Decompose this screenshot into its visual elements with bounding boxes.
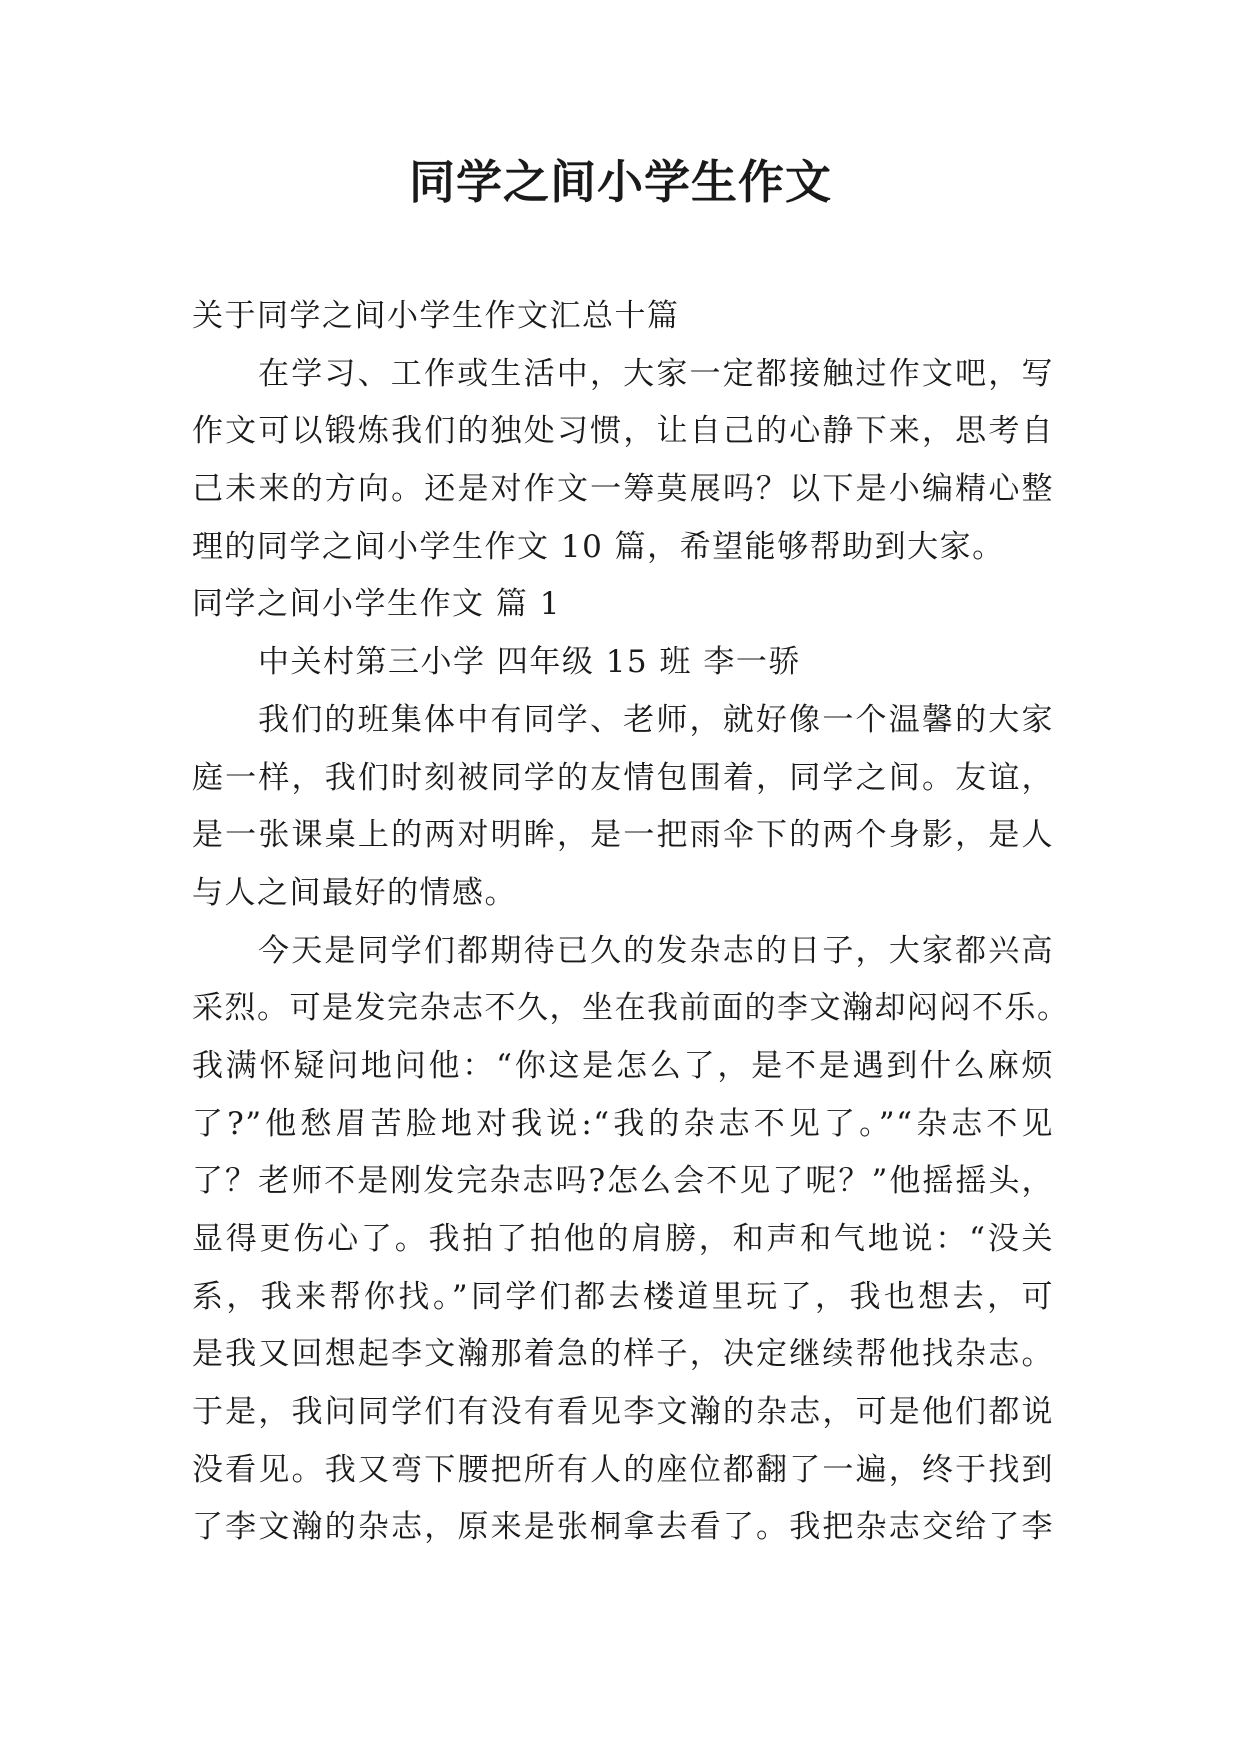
text-line: 了？老师不是刚发完杂志吗?怎么会不见了呢？”他摇摇头， [192,1163,1054,1200]
text-line: 系，我来帮你找。”同学们都去楼道里玩了，我也想去，可 [192,1278,1054,1315]
text-line: 我们的班集体中有同学、老师，就好像一个温馨的大家 [258,701,1054,738]
text-line: 理的同学之间小学生作文 10 篇，希望能够帮助到大家。 [192,528,1005,565]
document-body [192,288,1070,1557]
text-line: 关于同学之间小学生作文汇总十篇 [192,298,680,334]
text-line: 庭一样，我们时刻被同学的友情包围着，同学之间。友谊， [192,759,1054,796]
text-line: 中关村第三小学 四年级 15 班 李一骄 [258,644,801,681]
text-line: 采烈。可是发完杂志不久，坐在我前面的李文瀚却闷闷不乐。 [192,990,1070,1027]
text-line: 显得更伤心了。我拍了拍他的肩膀，和声和气地说：“没关 [192,1221,1054,1257]
text-line: 作文可以锻炼我们的独处习惯，让自己的心静下来，思考自 [192,413,1054,450]
text-line: 于是，我问同学们有没有看见李文瀚的杂志，可是他们都说 [192,1394,1054,1431]
text-line: 是我又回想起李文瀚那着急的样子，决定继续帮他找杂志。 [192,1336,1054,1373]
text-line: 是一张课桌上的两对明眸，是一把雨伞下的两个身影，是人 [192,817,1054,854]
text-line: 在学习、工作或生活中，大家一定都接触过作文吧，写 [258,355,1054,392]
text-line: 没看见。我又弯下腰把所有人的座位都翻了一遍，终于找到 [192,1451,1054,1488]
text-line: 了?”他愁眉苦脸地对我说:“我的杂志不见了。”“杂志不见 [192,1105,1054,1142]
text-line: 己未来的方向。还是对作文一筹莫展吗？以下是小编精心整 [192,471,1054,508]
text-line: 与人之间最好的情感。 [192,874,517,911]
text-line: 今天是同学们都期待已久的发杂志的日子，大家都兴高 [258,932,1054,969]
text-line: 了李文瀚的杂志，原来是张桐拿去看了。我把杂志交给了李 [192,1509,1054,1546]
text-line: 我满怀疑问地问他：“你这是怎么了，是不是遇到什么麻烦 [192,1047,1054,1084]
text-line: 同学之间小学生作文 篇 1 [192,586,561,623]
page-title: 同学之间小学生作文 [409,155,832,209]
